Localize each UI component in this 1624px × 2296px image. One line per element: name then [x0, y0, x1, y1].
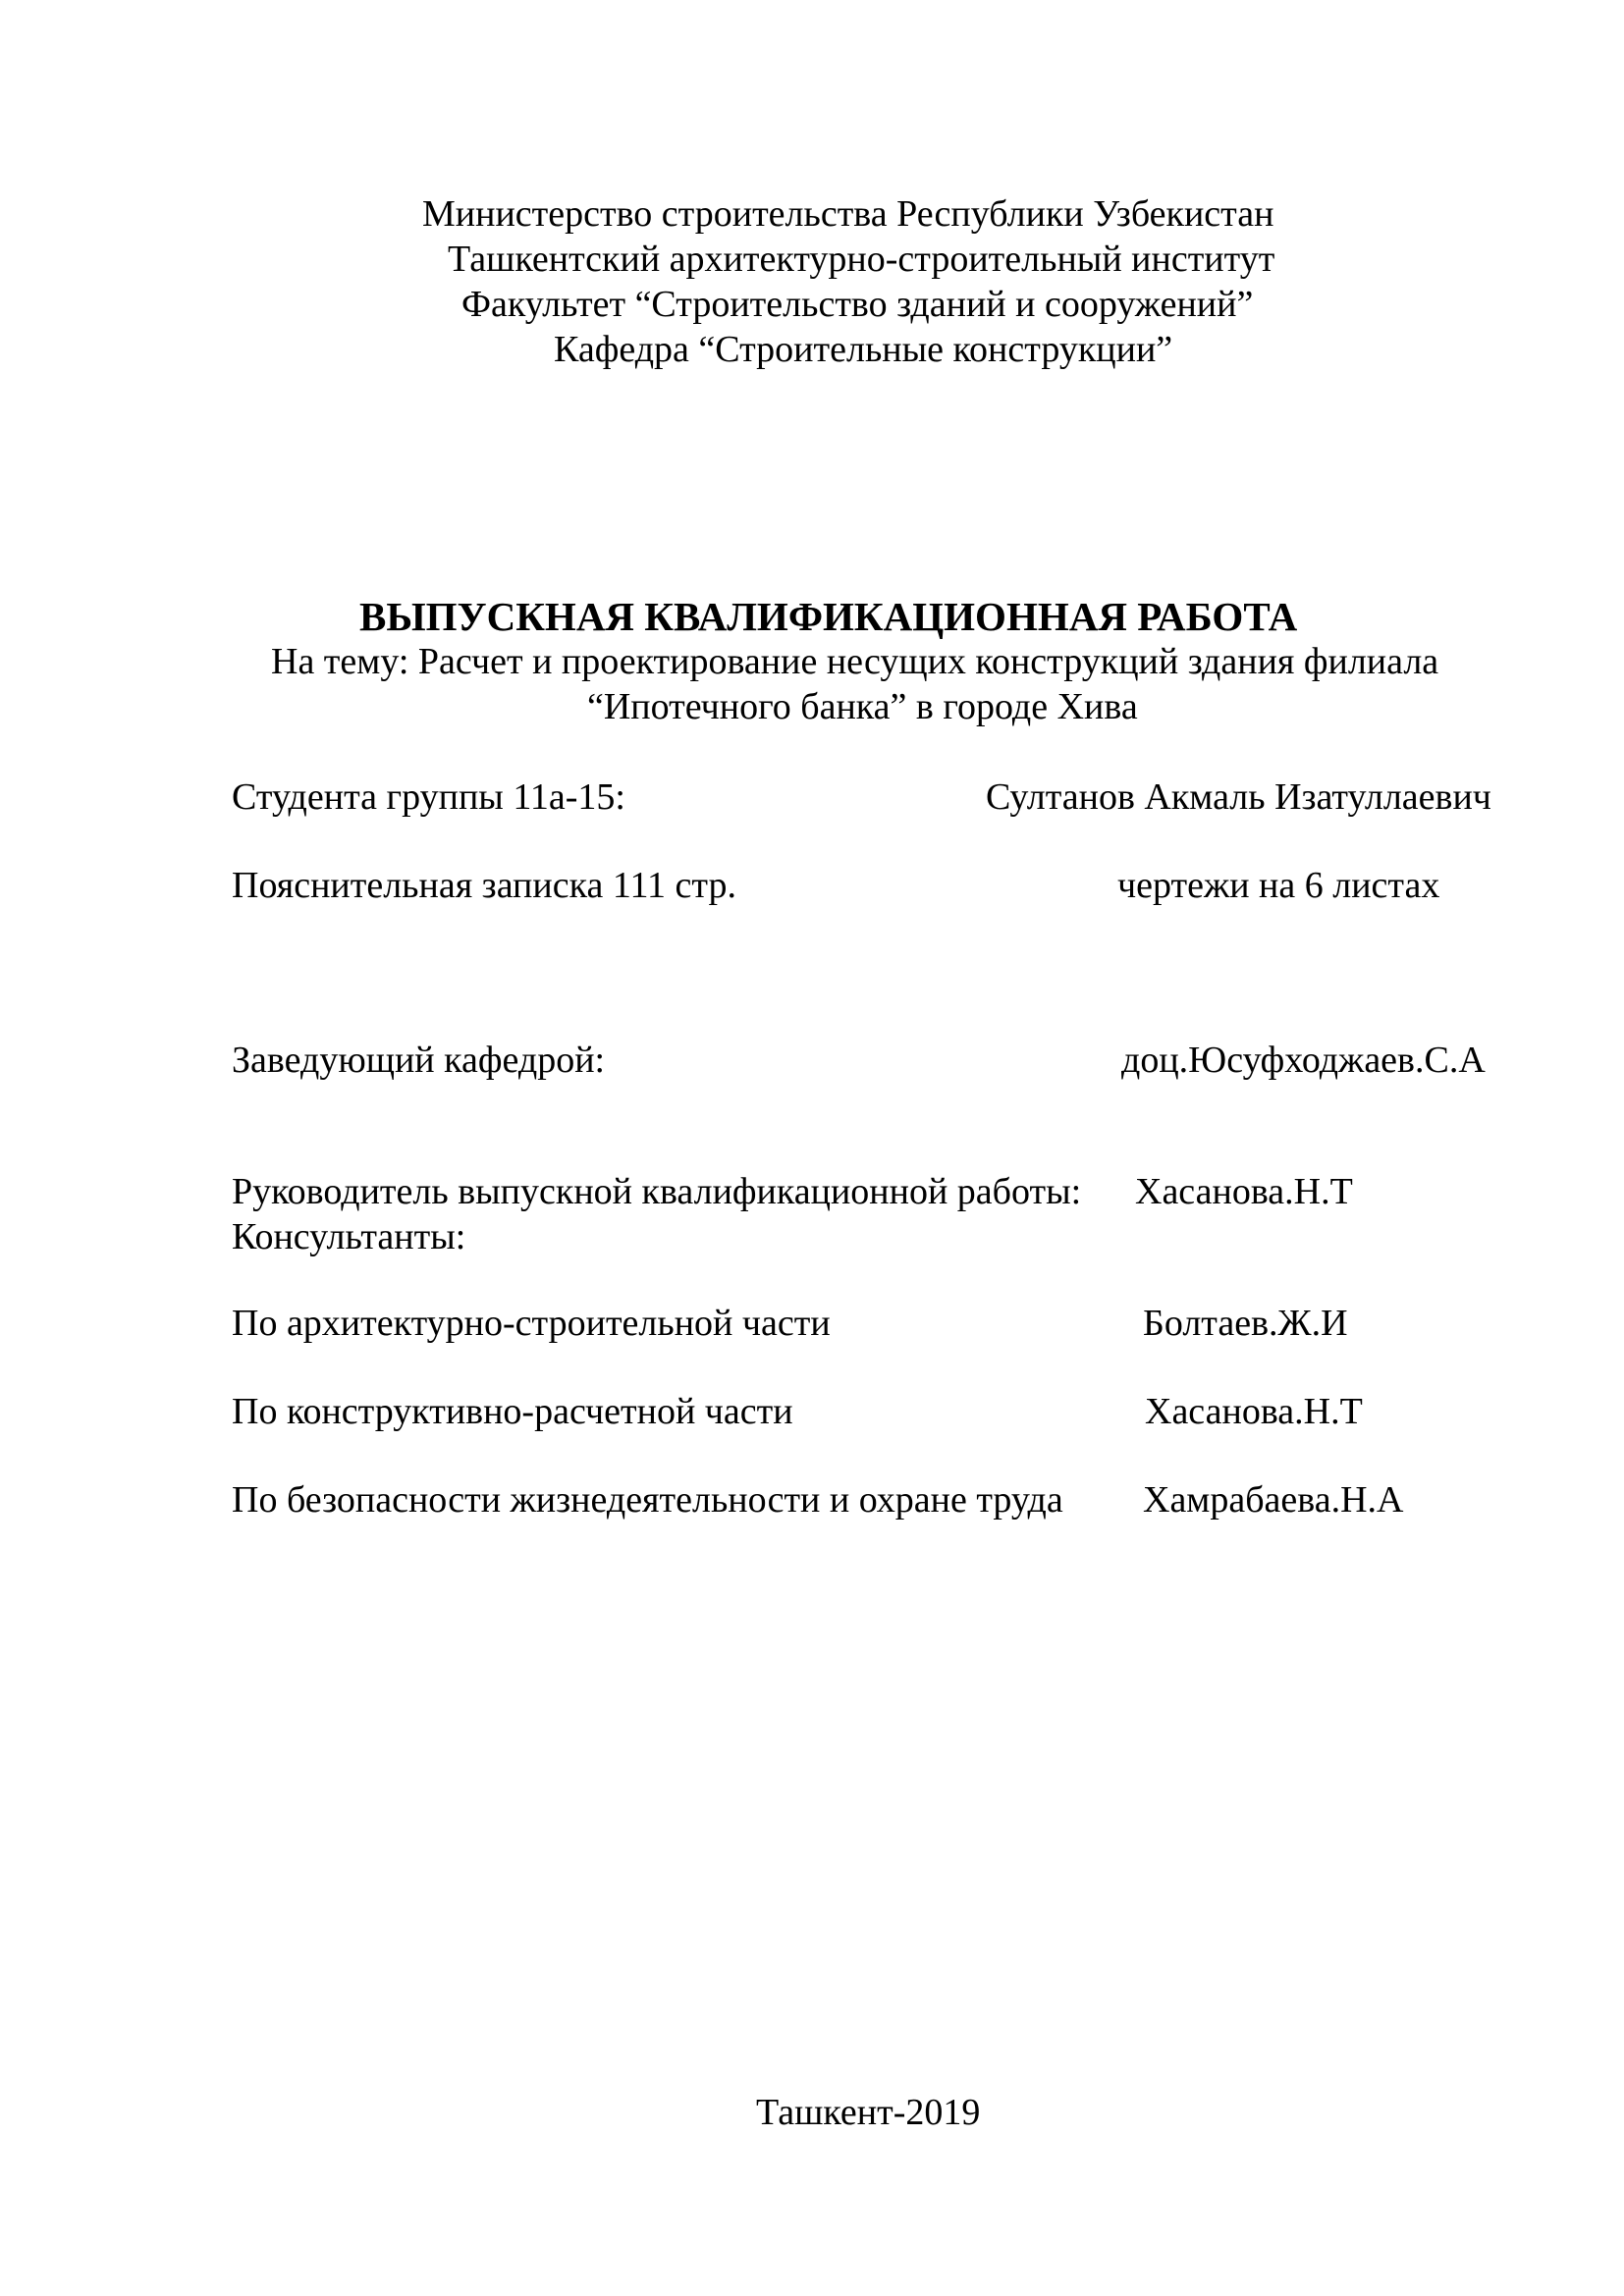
explanatory-note-pages: Пояснительная записка 111 стр.	[232, 865, 736, 906]
head-of-department-name: доц.Юсуфходжаев.С.А	[1121, 1040, 1486, 1081]
institute-name: Ташкентский архитектурно-строительный институт	[448, 239, 1275, 280]
consultants-label: Консультанты:	[232, 1216, 466, 1257]
consultant-name: Хасанова.Н.Т	[1145, 1391, 1363, 1432]
head-of-department-label: Заведующий кафедрой:	[232, 1040, 606, 1081]
drawings-count: чертежи на 6 листах	[1117, 865, 1440, 906]
document-title: ВЫПУСКНАЯ КВАЛИФИКАЦИОННАЯ РАБОТА	[359, 594, 1298, 639]
consultant-part: По безопасности жизнедеятельности и охране труда	[232, 1479, 1063, 1521]
supervisor-label: Руководитель выпускной квалификационной работы:	[232, 1171, 1082, 1212]
ministry-name: Министерство строительства Республики Узбекистан	[422, 193, 1274, 235]
city-year: Ташкент-2019	[756, 2092, 981, 2133]
topic-line-2: “Ипотечного банка” в городе Хива	[587, 686, 1138, 727]
student-label: Студента группы 11а-15:	[232, 776, 625, 818]
consultant-name: Хамрабаева.Н.А	[1143, 1479, 1404, 1521]
department-name: Кафедра “Строительные конструкции”	[554, 329, 1173, 370]
topic-line-1: На тему: Расчет и проектирование несущих конструкций здания филиала	[271, 641, 1439, 682]
consultant-part: По конструктивно-расчетной части	[232, 1391, 793, 1432]
faculty-name: Факультет “Строительство зданий и сооружений”	[461, 284, 1254, 325]
student-name: Султанов Акмаль Изатуллаевич	[986, 776, 1491, 818]
consultant-name: Болтаев.Ж.И	[1143, 1303, 1348, 1344]
consultant-part: По архитектурно-строительной части	[232, 1303, 831, 1344]
supervisor-name: Хасанова.Н.Т	[1135, 1171, 1353, 1212]
